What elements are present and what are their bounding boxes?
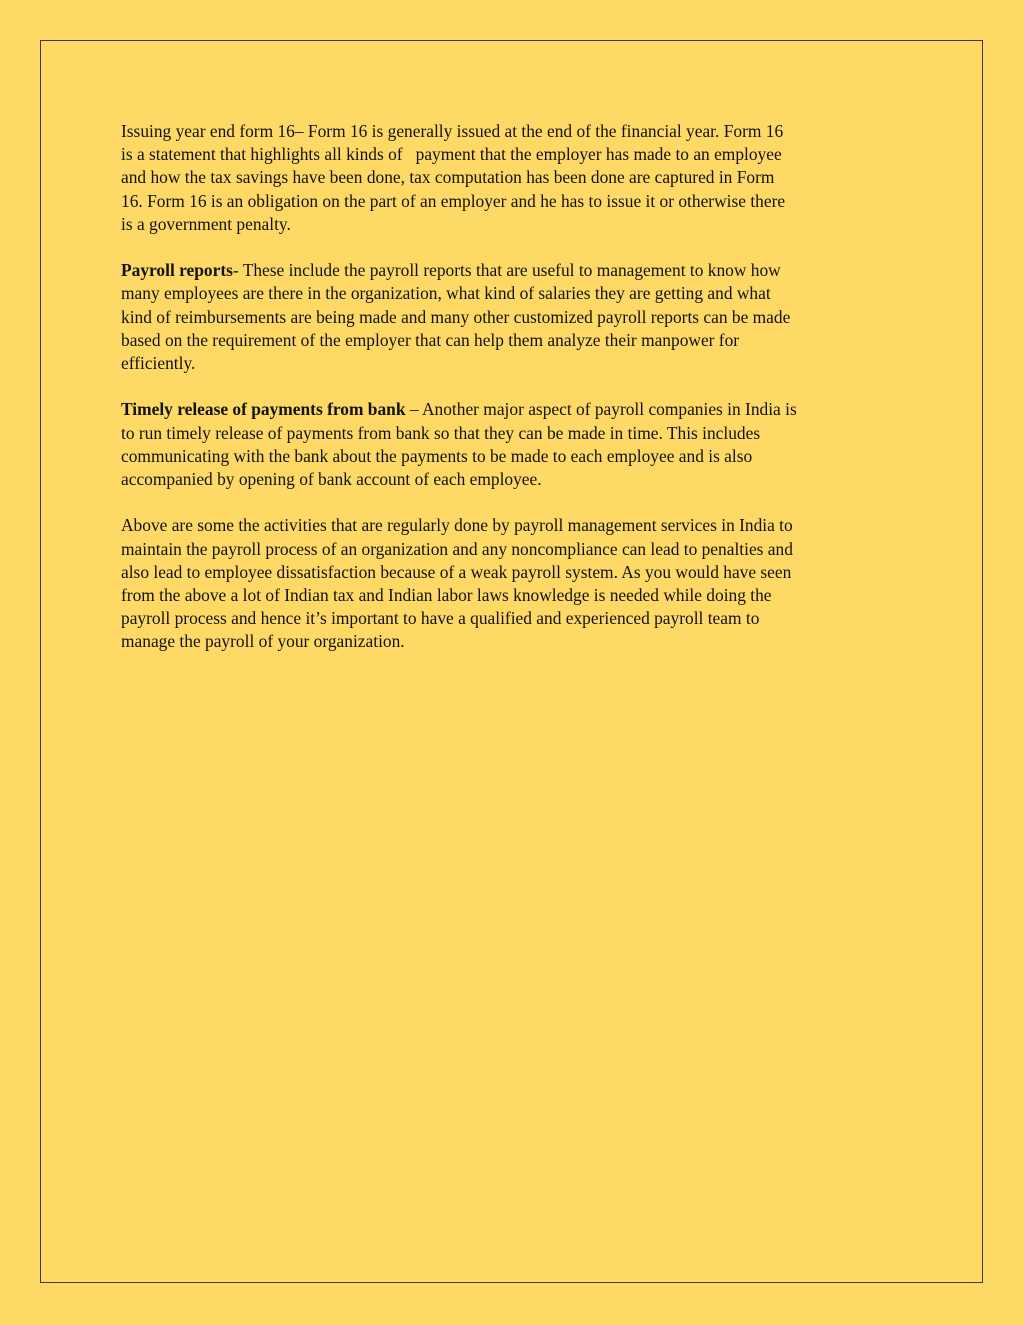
line: many employees are there in the organization, what kind of salaries they are getting and what [121, 283, 771, 304]
line: Issuing year end form 16– Form 16 is generally issued at the end of the financial year. Form 16 [121, 121, 784, 141]
paragraph-form-16 [121, 120, 911, 236]
line: and how the tax savings have been done, tax computation has been done are captured in Form [121, 167, 775, 188]
line: is a government penalty. [121, 213, 291, 234]
paragraph-heading: Payroll reports [121, 260, 233, 281]
line: – Another major aspect of payroll companies in India is [405, 399, 797, 420]
paragraph-payroll-reports [121, 259, 911, 375]
line: maintain the payroll process of an organization and any noncompliance can lead to penalties and [121, 538, 793, 559]
paragraph-summary [121, 514, 911, 653]
document-body [121, 120, 911, 677]
line: based on the requirement of the employer that can help them analyze their manpower for [121, 329, 740, 350]
line: to run timely release of payments from bank so that they can be made in time. This includes [121, 422, 761, 443]
line: Above are some the activities that are regularly done by payroll management services in India to [121, 515, 793, 536]
line: efficiently. [121, 353, 196, 374]
line: also lead to employee dissatisfaction because of a weak payroll system. As you would have seen [121, 561, 792, 582]
line: is a statement that highlights all kinds of payment that the employer has made to an employee [121, 144, 782, 165]
line: accompanied by opening of bank account of each employee. [121, 469, 542, 490]
line: communicating with the bank about the payments to be made to each employee and is also [121, 445, 753, 466]
paragraph-timely-release [121, 398, 911, 491]
paragraph-heading: Timely release of payments from bank [121, 399, 406, 420]
line: from the above a lot of Indian tax and Indian labor laws knowledge is needed while doing the [121, 585, 772, 606]
line: - These include the payroll reports that are useful to management to know how [232, 260, 781, 281]
line: kind of reimbursements are being made and many other customized payroll reports can be made [121, 306, 791, 327]
line: manage the payroll of your organization. [121, 631, 405, 652]
line: payroll process and hence it’s important to have a qualified and experienced payroll team to [121, 608, 760, 629]
line: 16. Form 16 is an obligation on the part of an employer and he has to issue it or otherwise there [121, 190, 786, 211]
